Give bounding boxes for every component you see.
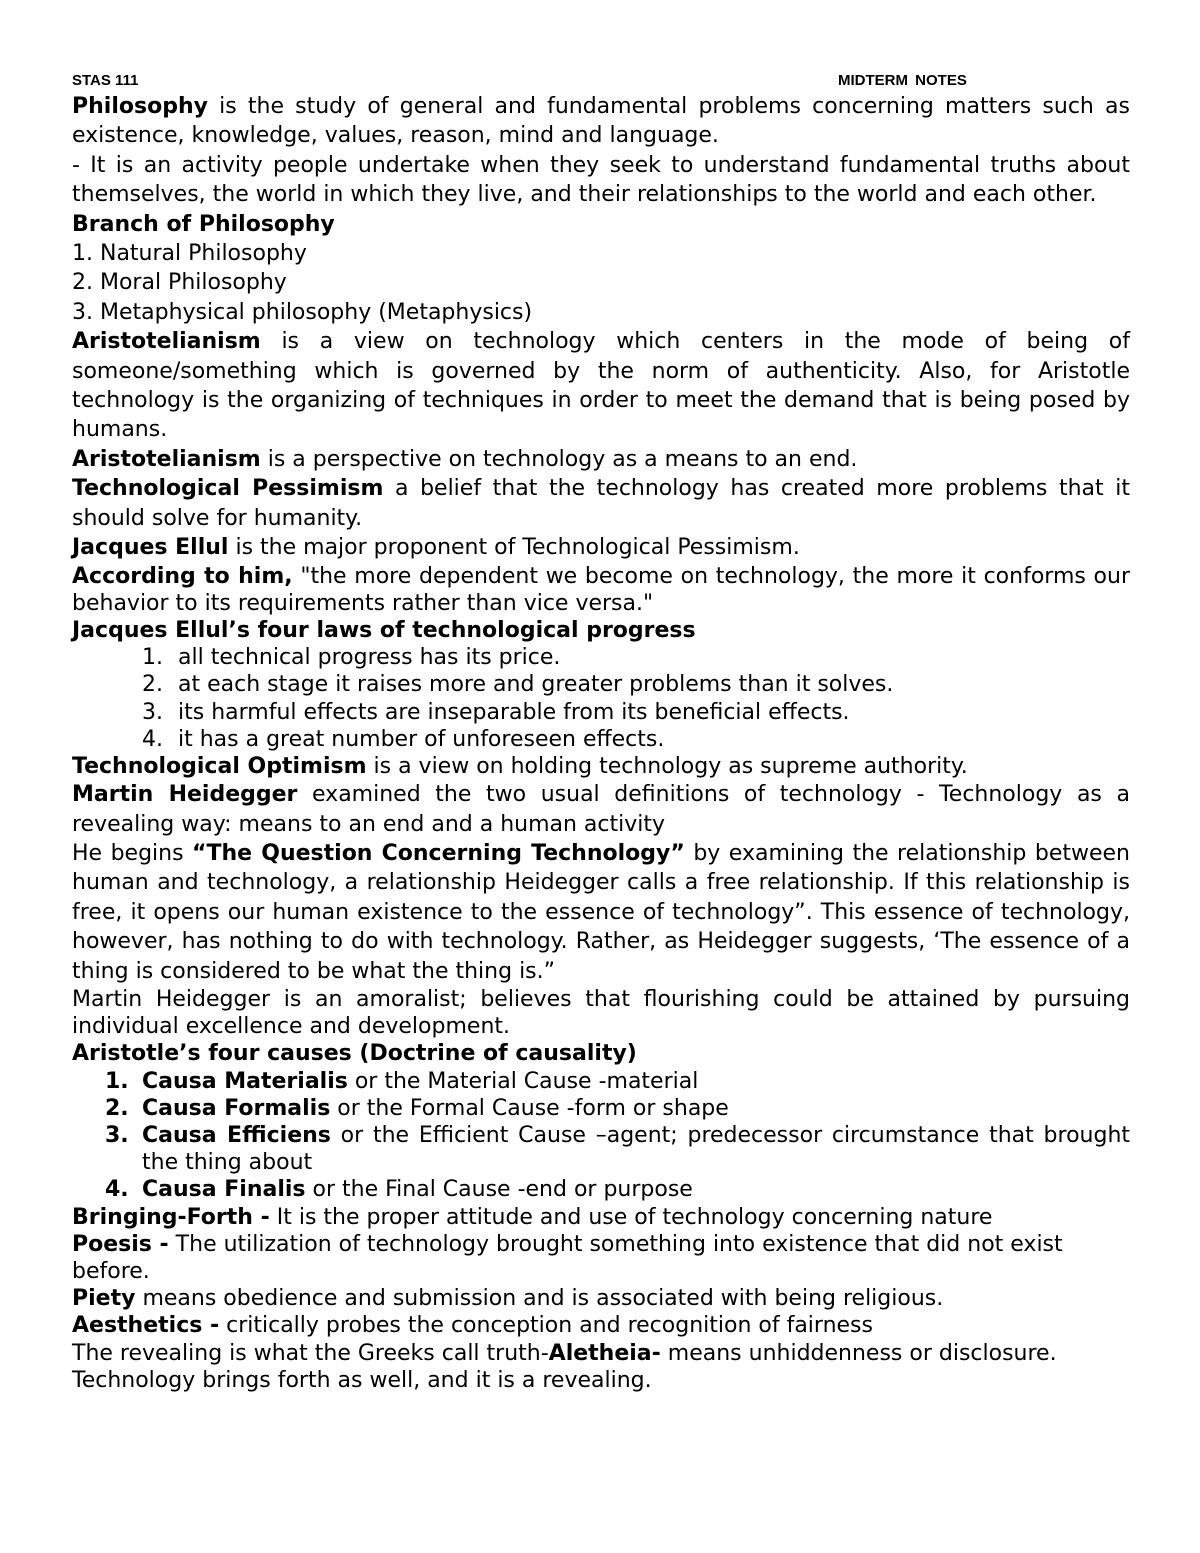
technology-revealing: Technology brings forth as well, and it is a revealing.	[72, 1367, 652, 1393]
branch-item: 1. Natural Philosophy	[72, 241, 307, 267]
branch-item: 3. Metaphysical philosophy (Metaphysics)	[72, 299, 533, 325]
list-item: 3. Causa Efficiens or the Efficient Cause –agent; predecessor circumstance that brought the thing about	[105, 1122, 1131, 1176]
causes-list	[72, 1068, 1130, 1204]
page-header	[72, 70, 1130, 92]
list-item: 2. at each stage it raises more and greater problems than it solves.	[142, 672, 894, 698]
branch-item: 2. Moral Philosophy	[72, 270, 287, 296]
poesis: Poesis - The utilization of technology brought something into existence that did not exist before.	[72, 1231, 1063, 1284]
according-to-him: According to him, "the more dependent we become on technology, the more it conforms our behavior to its requirements rather than vice versa."	[72, 563, 1130, 616]
list-item: 3. its harmful effects are inseparable from its beneficial effects.	[142, 699, 850, 725]
list-item: 1. all technical progress has its price.	[142, 645, 561, 671]
laws-list	[72, 644, 1130, 753]
aletheia: The revealing is what the Greeks call truth-Aletheia- means unhiddenness or disclosure.	[72, 1340, 1057, 1366]
notes-title: MIDTERM NOTES	[838, 72, 967, 89]
laws-heading: Jacques Ellul’s four laws of technological progress	[72, 617, 696, 643]
course-code: STAS 111	[72, 72, 139, 89]
list-item: 4. Causa Finalis or the Final Cause -end or purpose	[105, 1177, 693, 1203]
technological-optimism: Technological Optimism is a view on holding technology as supreme authority.	[72, 753, 968, 779]
jacques-ellul: Jacques Ellul is the major proponent of Technological Pessimism.	[72, 535, 800, 561]
technological-pessimism: Technological Pessimism a belief that the technology has created more problems that it should solve for humanity.	[72, 476, 1130, 531]
heidegger-definitions: Martin Heidegger examined the two usual definitions of technology - Technology as a revealing way: means to an end and a human activity	[72, 782, 1130, 837]
document-page	[72, 70, 1130, 1394]
aristotelianism-view: Aristotelianism is a view on technology which centers in the mode of being of someone/something which is governed by the norm of authenticity. Also, for Aristotle technology is the organizing of techniques in order to meet the demand that is being posed by humans.	[72, 329, 1130, 443]
aristotelianism-perspective: Aristotelianism is a perspective on technology as a means to an end.	[72, 446, 858, 472]
causes-heading: Aristotle’s four causes (Doctrine of causality)	[72, 1041, 637, 1067]
list-item: 4. it has a great number of unforeseen effects.	[142, 726, 665, 752]
term-philosophy: Philosophy	[72, 94, 208, 119]
bringing-forth: Bringing-Forth - It is the proper attitude and use of technology concerning nature	[72, 1204, 993, 1230]
heidegger-amoralist: Martin Heidegger is an amoralist; believes that flourishing could be attained by pursuing individual excellence and development.	[72, 986, 1130, 1040]
philosophy-activity: - It is an activity people undertake when they seek to understand fundamental truths about themselves, the world in which they live, and their relationships to the world and each other.	[72, 152, 1130, 208]
list-item: 1. Causa Materialis or the Material Cause -material	[105, 1068, 699, 1094]
aesthetics: Aesthetics - critically probes the conception and recognition of fairness	[72, 1313, 873, 1339]
branch-heading: Branch of Philosophy	[72, 211, 335, 237]
philosophy-definition: Philosophy is the study of general and fundamental problems concerning matters such as existence, knowledge, values, reason, mind and language.	[72, 94, 1130, 149]
piety: Piety means obedience and submission and is associated with being religious.	[72, 1286, 944, 1312]
heidegger-question: He begins “The Question Concerning Technology” by examining the relationship between human and technology, a relationship Heidegger calls a free relationship. If this relationship is free, it opens our human existence to the essence of technology”. This essence of technology, however, has nothing to do with technology. Rather, as Heidegger suggests, ‘The essence of a thing is considered to be what the thing is.”	[72, 840, 1130, 984]
list-item: 2. Causa Formalis or the Formal Cause -form or shape	[105, 1095, 729, 1121]
